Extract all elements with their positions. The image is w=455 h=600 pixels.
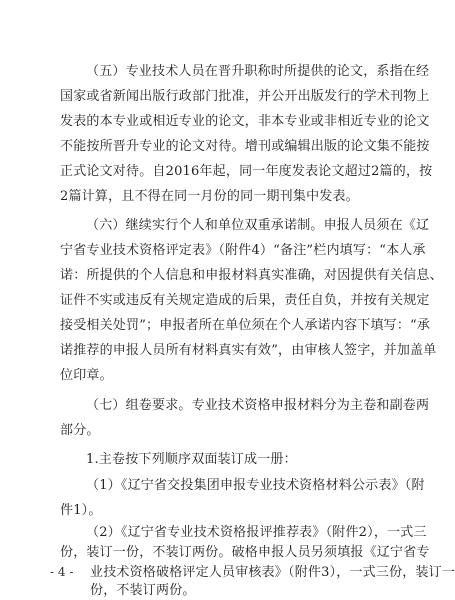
body-line: 诺：所提供的个人信息和申报材料真实准确，对因提供有关信息、 (60, 268, 443, 283)
body-line: （六）继续实行个人和单位双重承诺制。申报人员须在《辽 (86, 218, 430, 233)
body-line: 份，装订一份，不装订两份。破格申报人员另须填报《辽宁省专 (60, 545, 430, 560)
body-line: 正式论文对待。自2016年起，同一年度发表论文超过2篇的，按 (60, 164, 433, 179)
body-line: 不能按所晋升专业的论文对待。增刊或编辑出版的论文集不能按 (60, 139, 430, 154)
body-line: 位印章。 (60, 368, 113, 383)
body-line: 接受相关处罚”；申报者所在单位须在个人承诺内容下填写：“承 (60, 318, 431, 333)
body-line: （七）组卷要求。专业技术资格申报材料分为主卷和副卷两 (86, 398, 430, 413)
body-line: 发表的本专业或相近专业的论文，非本专业或非相近专业的论文 (60, 114, 430, 129)
body-line: 国家或省新闻出版行政部门批准，并公开出版发行的学术刊物上 (60, 89, 430, 104)
body-line: 宁省专业技术资格评定表》（附件4）“备注”栏内填写：“本人承 (60, 243, 426, 258)
body-line: 业技术资格破格评定人员审核表》（附件3），一式三份，装订一 (90, 565, 455, 580)
body-line: 部分。 (60, 423, 100, 438)
body-line: 诺推荐的申报人员所有材料真实有效”，由审核人签字，并加盖单 (60, 343, 437, 358)
body-line: 证件不实或违反有关规定造成的后果，责任自负，并按有关规定 (60, 293, 430, 308)
body-line: （1）《辽宁省交投集团申报专业技术资格材料公示表》（附 (86, 478, 425, 493)
body-line: 1.主卷按下列顺序双面装订成一册： (86, 452, 297, 467)
body-line: 份，不装订两份。 (90, 583, 196, 598)
body-line: （五）专业技术人员在晋升职称时所提供的论文，系指在经 (86, 64, 430, 79)
body-line: 2篇计算，且不得在同一月份的同一期刊集中发表。 (60, 189, 359, 204)
body-line: （2）《辽宁省专业技术资格报评推荐表》（附件2），一式三 (86, 525, 427, 540)
page-number: - 4 - (50, 565, 74, 579)
body-line: 件1）。 (60, 503, 102, 518)
